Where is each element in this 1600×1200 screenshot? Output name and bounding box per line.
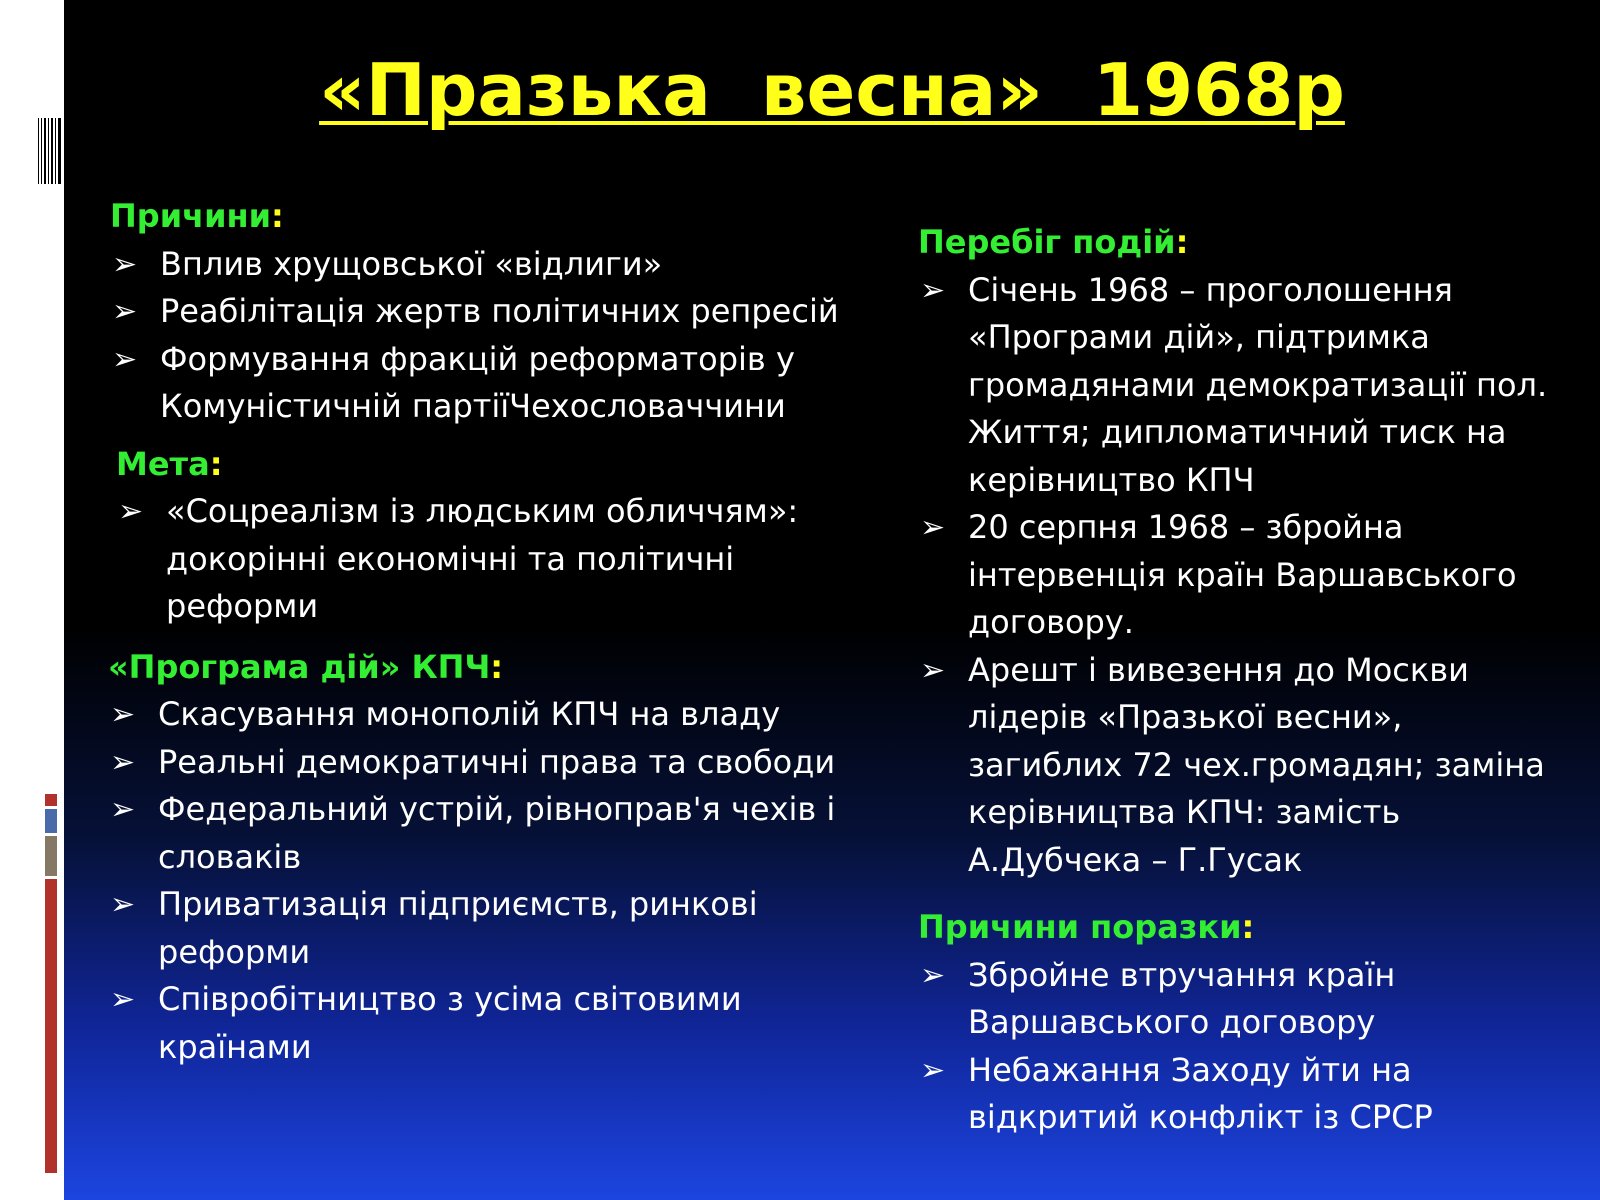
- program-list: [108, 691, 870, 1071]
- arrow-bullet-icon: ➢: [110, 792, 136, 827]
- arrow-bullet-icon: ➢: [110, 982, 136, 1017]
- list-item-text: Приватизація підприємств, ринкові реформи: [158, 885, 758, 971]
- events-list: [918, 267, 1550, 885]
- list-item: [918, 267, 1550, 505]
- page-title: [64, 45, 1600, 135]
- list-item: [110, 336, 870, 431]
- list-item-text: Арешт і вивезення до Москви лідерів «Празької весни», загиблих 72 чех.громадян; заміна керівництва КПЧ: замість А.Дубчека – Г.Гусак: [968, 650, 1545, 879]
- list-item: [918, 952, 1550, 1047]
- list-item: [108, 881, 870, 976]
- goal-list: [116, 488, 870, 631]
- arrow-bullet-icon: ➢: [112, 246, 138, 282]
- defeat-section: [918, 904, 1550, 1142]
- list-item-text: Реабілітація жертв політичних репресій: [160, 292, 839, 330]
- causes-section: [110, 193, 870, 431]
- list-item: [918, 647, 1550, 885]
- list-item: [918, 1047, 1550, 1142]
- list-item: [108, 691, 870, 739]
- program-section: [108, 644, 870, 1072]
- list-item-text: Збройне втручання країн Варшавського договору: [968, 955, 1396, 1041]
- list-item: [116, 488, 870, 631]
- list-item-text: Скасування монополій КПЧ на владу: [158, 695, 781, 733]
- arrow-bullet-icon: ➢: [920, 272, 946, 308]
- defeat-heading: Причини поразки:: [918, 908, 1255, 946]
- list-item: [108, 786, 870, 881]
- arrow-bullet-icon: ➢: [110, 744, 136, 780]
- list-item-text: Січень 1968 – проголошення «Програми дій», підтримка громадянами демократизації пол. Життя; дипломатичний тиск на керівництво КПЧ: [968, 270, 1548, 499]
- list-item-text: Вплив хрущовської «відлиги»: [160, 244, 663, 283]
- list-item: [918, 504, 1550, 647]
- list-item: [110, 288, 870, 336]
- goal-section: [116, 441, 870, 631]
- events-section: [918, 219, 1550, 884]
- causes-heading: Причини:: [110, 197, 284, 235]
- page-title-text: «Празька весна» 1968р: [319, 48, 1345, 132]
- program-heading: «Програма дій» КПЧ:: [108, 647, 504, 686]
- arrow-bullet-icon: ➢: [920, 510, 946, 545]
- list-item: [108, 976, 870, 1071]
- arrow-bullet-icon: ➢: [112, 294, 138, 329]
- list-item-text: Небажання Заходу йти на відкритий конфлікт із СРСР: [968, 1050, 1433, 1136]
- decorative-lines: [38, 118, 64, 184]
- list-item: [108, 739, 870, 787]
- right-column: [918, 219, 1550, 1142]
- list-item-text: Формування фракцій реформаторів у Комуністичній партіїЧехословаччини: [160, 339, 795, 425]
- list-item: [110, 241, 870, 289]
- defeat-list: [918, 952, 1550, 1142]
- list-item-text: Федеральний устрій, рівноправ'я чехів і словаків: [158, 790, 836, 876]
- arrow-bullet-icon: ➢: [920, 1052, 946, 1088]
- list-item-text: Реальні демократичні права та свободи: [158, 742, 836, 781]
- list-item-text: 20 серпня 1968 – збройна інтервенція країн Варшавського договору.: [968, 508, 1517, 641]
- arrow-bullet-icon: ➢: [118, 494, 144, 529]
- arrow-bullet-icon: ➢: [920, 652, 946, 688]
- events-heading: Перебіг подій:: [918, 223, 1189, 261]
- left-column: [110, 193, 870, 1071]
- arrow-bullet-icon: ➢: [112, 341, 138, 377]
- goal-heading: Мета:: [116, 444, 223, 483]
- arrow-bullet-icon: ➢: [110, 887, 136, 922]
- arrow-bullet-icon: ➢: [920, 957, 946, 993]
- list-item-text: Співробітництво з усіма світовими країнами: [158, 980, 742, 1066]
- arrow-bullet-icon: ➢: [110, 697, 136, 732]
- list-item-text: «Соцреалізм із людським обличчям»: докорінні економічні та політичні реформи: [166, 492, 799, 625]
- causes-list: [110, 241, 870, 431]
- decorative-bars: [45, 794, 57, 1176]
